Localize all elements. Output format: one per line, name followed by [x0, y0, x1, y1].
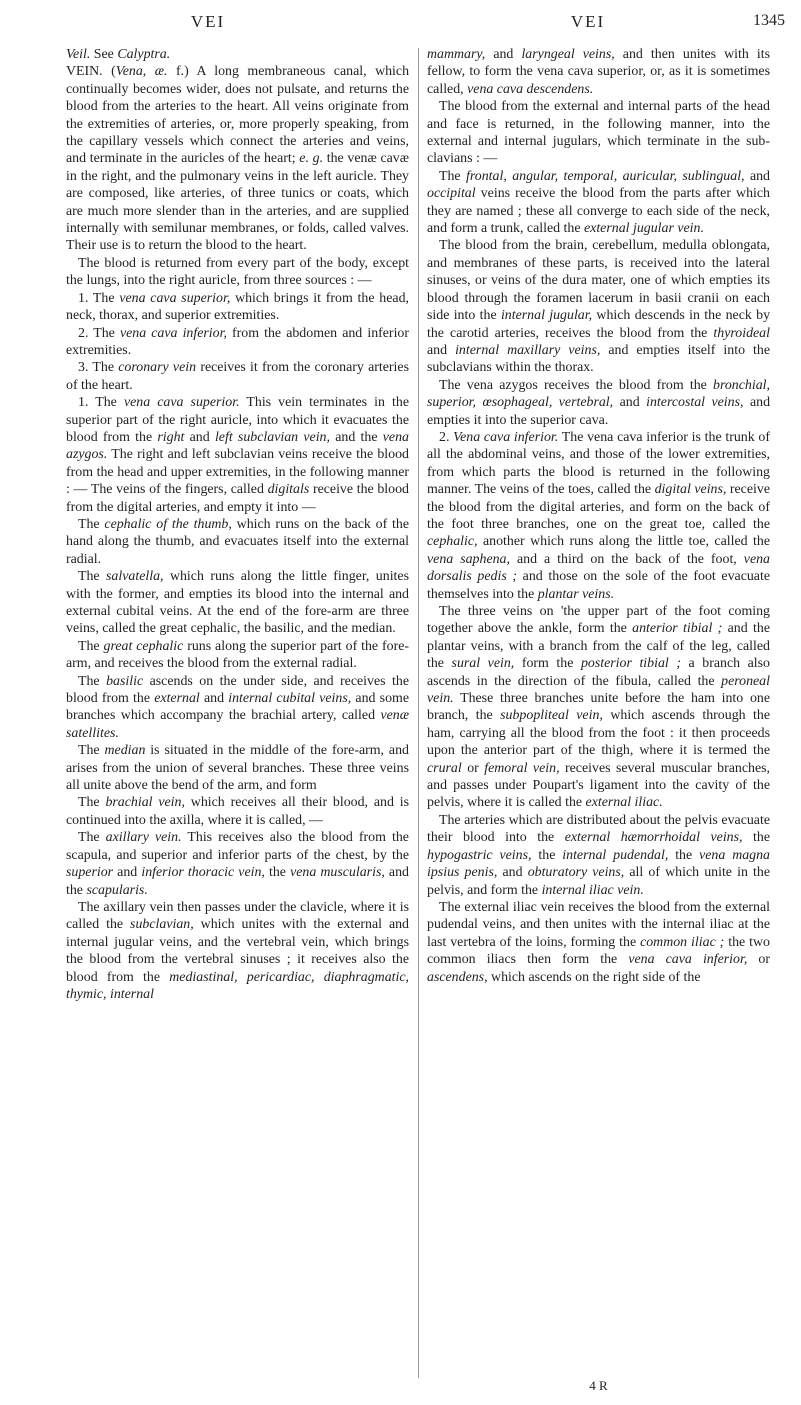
running-header	[0, 12, 801, 42]
paragraph: The blood from the brain, cerebellum, medulla oblongata, and membranes of these parts, is received into the lateral sinuses, or veins of the dura mater, one of which empties its blood through the foramen lacerum in basii cranii on each side into the internal jugular, which descends in the neck by the carotid arteries, receives the blood from the thyroideal and internal maxillary veins, and empties itself into the subclavians within the thorax.	[427, 238, 771, 376]
column-divider	[418, 48, 419, 1378]
running-head-right: VEI	[570, 12, 606, 31]
page-number: 1345	[753, 12, 785, 29]
paragraph: The cephalic of the thumb, which runs on the back of the hand along the thumb, and evacuates itself into the external radial.	[66, 516, 409, 567]
running-head-left: VEI	[190, 12, 226, 31]
paragraph: Veil. See Calyptra.	[66, 47, 171, 62]
signature-mark: 4 R	[589, 1378, 608, 1393]
paragraph: The three veins on 'the upper part of the foot coming together above the ankle, form the anterior tibial ; and the plantar veins, with a branch from the calf of the leg, called the sural vein, form the posterior tibial ; a branch also ascends in the direction of the fibula, called the peroneal vein. These three branches unite before the ham into one branch, the subpopliteal vein, which ascends through the ham, carrying all the blood from the foot : it then proceeds upon the anterior part of the thigh, where it is termed the crural or femoral vein, receives several muscular branches, and passes under Poupart's ligament into the cavity of the pelvis, where it is called the external iliac.	[427, 604, 771, 811]
paragraph: 3. The coronary vein receives it from the coronary arteries of the heart.	[66, 360, 409, 393]
paragraph: VEIN. (Vena, æ. f.) A long membraneous canal, which continually becomes wider, does not pulsate, and returns the blood from the arteries to the heart. All veins originate from the extremities of arteries, or, more properly speaking, from the capillary vessels which connect the arteries and veins, and terminate in the auricles of the heart; e. g. the venæ cavæ in the right, and the pulmonary veins in the left auricle. They are composed, like arteries, of three tunics or coats, which are much more slender than in the arteries, and are supplied internally with semilunar membranes, or folds, called valves. Their use is to return the blood to the heart.	[66, 64, 410, 254]
paragraph: The great cephalic runs along the superior part of the fore-arm, and receives the blood from the external radial.	[66, 638, 409, 672]
paragraph: The brachial vein, which receives all their blood, and is continued into the axilla, where it is called, —	[66, 795, 409, 828]
paragraph: The axillary vein then passes under the clavicle, where it is called the subclavian, which unites with the external and internal jugular veins, and the vertebral vein, which brings the blood from the vertebral sinuses ; it receives also the blood from the mediastinal, pericardiac, diaphragmatic, thymic, internal	[66, 899, 410, 1002]
paragraph: 2. Vena cava inferior. The vena cava inferior is the trunk of all the abdominal veins, and those of the lower extremities, from which parts the blood is returned in the following manner. The veins of the toes, called the digital veins, receive the blood from the digital arteries, and form on the back of the foot three branches, one on the great toe, called the cephalic, another which runs along the little toe, called the vena saphena, and a third on the back of the foot, vena dorsalis pedis ; and those on the sole of the foot evacuate themselves into the plantar veins.	[427, 429, 771, 602]
paragraph: 1. The vena cava superior, which brings it from the head, neck, thorax, and superior extremities.	[66, 290, 409, 324]
paragraph: The blood is returned from every part of the body, except the lungs, into the right auricle, from three sources : —	[66, 255, 409, 289]
paragraph: The frontal, angular, temporal, auricular, sublingual, and occipital veins receive the blood from the parts after which they are named ; these all converge to each side of the neck, and form a trunk, called the external jugular vein.	[427, 168, 770, 237]
left-text-column	[66, 46, 409, 1003]
paragraph: The median is situated in the middle of the fore-arm, and arises from the union of several branches. These three veins all unite above the bend of the arm, and form	[66, 743, 409, 794]
paragraph: 1. The vena cava superior. This vein terminates in the superior part of the right auricle, into which it evacuates the blood from the right and left subclavian vein, and the vena azygos. The right and left subclavian veins receive the blood from the head and upper extremities, in the following manner : — The veins of the fingers, called digitals receive the blood from the digital arteries, and empty it into —	[66, 395, 409, 515]
paragraph: The vena azygos receives the blood from the bronchial, superior, œsophageal, vertebral, and intercostal veins, and empties it into the superior cava.	[427, 377, 771, 428]
right-text-column	[427, 46, 770, 986]
paragraph: 2. The vena cava inferior, from the abdomen and inferior extremities.	[66, 325, 409, 358]
paragraph: The basilic ascends on the under side, and receives the blood from the external and internal cubital veins, and some branches which accompany the brachial artery, called venæ satellites.	[66, 673, 410, 741]
paragraph: The blood from the external and internal parts of the head and face is returned, in the following manner, into the external and internal jugulars, which terminate in the sub-clavians : —	[427, 99, 770, 167]
paragraph: The salvatella, which runs along the little finger, unites with the former, and empties its blood into the internal and external cubital veins. At the end of the fore-arm are three veins, called the great cephalic, the basilic, and the median.	[66, 569, 409, 637]
paragraph: The arteries which are distributed about the pelvis evacuate their blood into the external hæmorrhoidal veins, the hypogastric veins, the internal pudendal, the vena magna ipsius penis, and obturatory veins, all of which unite in the pelvis, and form the internal iliac vein.	[427, 812, 771, 898]
paragraph: The axillary vein. This receives also the blood from the scapula, and superior and inferior parts of the chest, by the superior and inferior thoracic vein, the vena muscularis, and the scapularis.	[66, 830, 409, 898]
paragraph: The external iliac vein receives the blood from the external pudendal veins, and then unites with the internal iliac at the last vertebra of the loins, forming the common iliac ; the two common iliacs then form the vena cava inferior, or ascendens, which ascends on the right side of the	[427, 899, 770, 985]
paragraph: mammary, and laryngeal veins, and then unites with its fellow, to form the vena cava superior, or, as it is sometimes called, vena cava descendens.	[427, 47, 770, 97]
